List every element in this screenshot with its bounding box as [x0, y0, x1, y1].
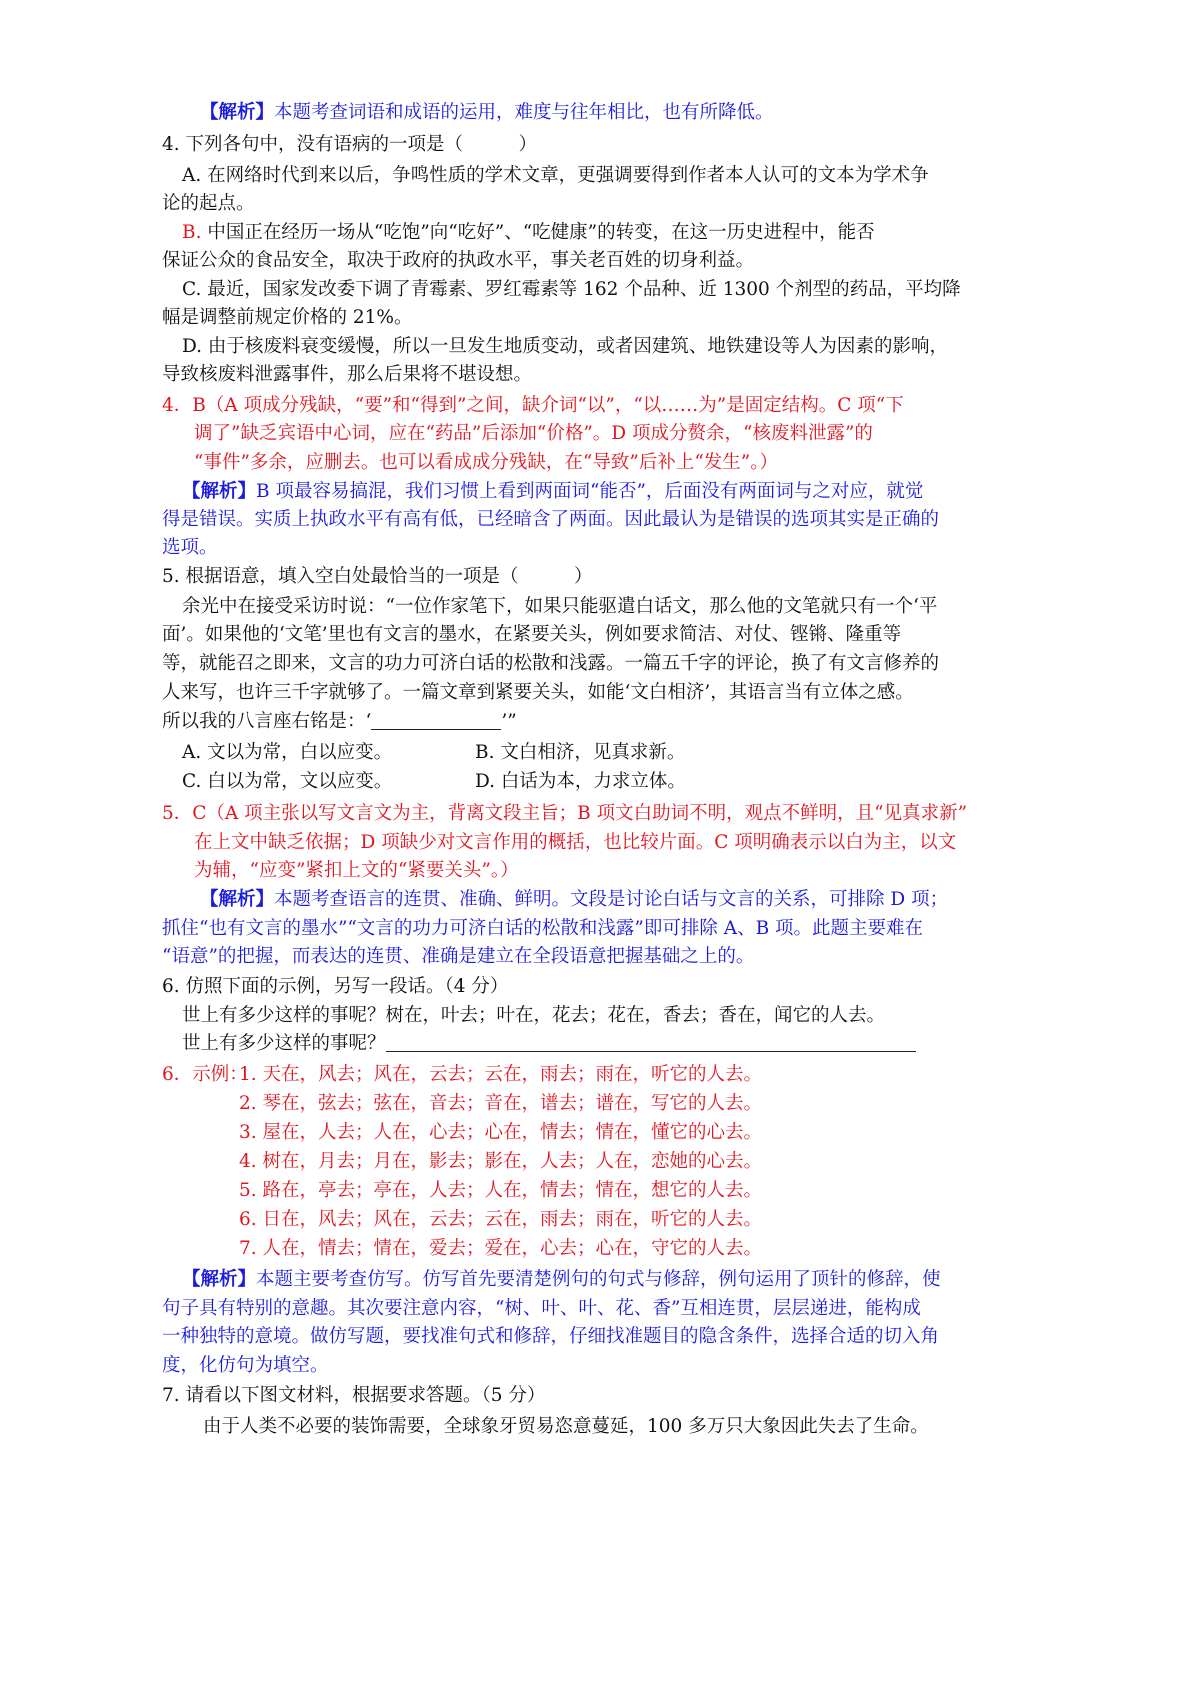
q5-option-d: D. 白话为本，力求立体。 [475, 771, 686, 792]
q5-passage-line4: 人来写，也许三千字就够了。一篇文章到紧要关头，如能‘文白相济’，其语言当有立体之感。 [162, 682, 914, 703]
q4-answer-line3: “事件”多余，应删去。也可以看成成分残缺，在“导致”后补上“发生”。） [194, 452, 778, 473]
q4-option-a-line1: A. 在网络时代到来以后，争鸣性质的学术文章，更强调要得到作者本人认可的文本为学术争 [182, 165, 929, 186]
q5-answer-blank [371, 709, 501, 730]
q6-answer-6: 6. 日在，风去；风在，云去；云在，雨去；雨在，听它的人去。 [239, 1209, 763, 1230]
analysis-text: B 项最容易搞混，我们习惯上看到两面词“能否”，后面没有两面词与之对应，就觉 [256, 481, 924, 502]
analysis-tag: 【解析】 [182, 481, 257, 502]
q4-option-d-line2: 导致核废料泄露事件，那么后果将不堪设想。 [162, 364, 533, 385]
q6-answer-label: 6．示例： [162, 1064, 248, 1085]
analysis-text: 本题考查词语和成语的运用，难度与往年相比，也有所降低。 [274, 102, 774, 123]
analysis-tag: 【解析】 [200, 889, 275, 910]
analysis-tag: 【解析】 [182, 1269, 257, 1290]
q4-option-b-text: 中国正在经历一场从“吃饱”向“吃好”、“吃健康”的转变，在这一历史进程中，能否 [207, 222, 875, 243]
q4-option-d-line1: D. 由于核废料衰变缓慢，所以一旦发生地质变动，或者因建筑、地铁建设等人为因素的影响， [182, 336, 948, 357]
question-7-stem: 7. 请看以下图文材料，根据要求答题。（5 分） [162, 1385, 546, 1406]
question-5-stem: 5. 根据语意，填入空白处最恰当的一项是（ ） [162, 566, 593, 587]
q5-answer-line1: 5．C（A 项主张以写文言文为主，背离文段主旨；B 项文白助词不明，观点不鲜明，且“见真求新” [162, 803, 968, 824]
q5-analysis-line1 [200, 886, 948, 914]
q6-analysis-line1 [182, 1266, 941, 1294]
q4-option-c-line2: 幅是调整前规定价格的 21%。 [162, 307, 413, 328]
q6-example: 世上有多少这样的事呢？树在，叶去；叶在，花去；花在，香去；香在，闻它的人去。 [182, 1005, 886, 1026]
q5-passage-line1: 余光中在接受采访时说：“一位作家笔下，如果只能驱遣白话文，那么他的文笔就只有一个‘平 [182, 596, 938, 617]
q4-option-a-line2: 论的起点。 [162, 193, 255, 214]
q5-motto-suffix: ’” [501, 711, 517, 732]
q5-analysis-line3: “语意”的把握，而表达的连贯、准确是建立在全段语意把握基础之上的。 [162, 946, 755, 967]
q6-analysis-line4: 度，化仿句为填空。 [162, 1355, 329, 1376]
q4-option-b-line1 [182, 219, 875, 247]
q6-prompt-text: 世上有多少这样的事呢？ [182, 1033, 386, 1054]
q5-answer-line3: 为辅，“应变”紧扣上文的“紧要关头”。） [194, 860, 519, 881]
question-6-stem: 6. 仿照下面的示例，另写一段话。（4 分） [162, 976, 509, 997]
q4-option-c-line1: C. 最近，国家发改委下调了青霉素、罗红霉素等 162 个品种、近 1300 个剂型的药品，平均降 [182, 279, 961, 300]
q6-answer-2: 2. 琴在，弦去；弦在，音去；音在，谱去；谱在，写它的人去。 [239, 1093, 763, 1114]
q6-analysis-line3: 一种独特的意境。做仿写题，要找准句式和修辞，仔细找准题目的隐含条件，选择合适的切入角 [162, 1326, 940, 1347]
q6-answer-4: 4. 树在，月去；月在，影去；影在，人去；人在，恋她的心去。 [239, 1151, 763, 1172]
q5-passage-line2: 面’。如果他的‘文笔’里也有文言的墨水，在紧要关头，例如要求简洁、对仗、铿锵、隆重等 [162, 624, 902, 645]
q5-answer-line2: 在上文中缺乏依据；D 项缺少对文言作用的概括，也比较片面。C 项明确表示以白为主，以文 [194, 832, 957, 853]
q6-answer-5: 5. 路在，亭去；亭在，人去；人在，情去；情在，想它的人去。 [239, 1180, 763, 1201]
q5-passage-line5 [162, 708, 517, 736]
q4-answer-line1: 4．B（A 项成分残缺，“要”和“得到”之间，缺介词“以”，“以……为”是固定结构。C 项“下 [162, 395, 904, 416]
question-4-stem: 4. 下列各句中，没有语病的一项是（ ） [162, 134, 538, 155]
q5-option-b: B. 文白相济，见真求新。 [475, 742, 686, 763]
q5-analysis-line2: 抓住“也有文言的墨水”“文言的功力可济白话的松散和浅露”即可排除 A、B 项。此题主要难在 [162, 918, 924, 939]
q6-analysis-line2: 句子具有特别的意趣。其次要注意内容，“树、叶、叶、花、香”互相连贯，层层递进，能构成 [162, 1298, 921, 1319]
analysis-tag: 【解析】 [200, 102, 275, 123]
q7-material-line1: 由于人类不必要的装饰需要，全球象牙贸易恣意蔓延，100 多万只大象因此失去了生命。 [203, 1416, 929, 1437]
q4-analysis-line2: 得是错误。实质上执政水平有高有低，已经暗含了两面。因此最认为是错误的选项其实是正确的 [162, 509, 940, 530]
analysis-text: 本题考查语言的连贯、准确、鲜明。文段是讨论白话与文言的关系，可排除 D 项； [274, 889, 949, 910]
q6-prompt [182, 1030, 916, 1058]
q6-answer-1: 1. 天在，风去；风在，云去；云在，雨去；雨在，听它的人去。 [239, 1064, 763, 1085]
q3-analysis [200, 99, 774, 127]
q4-analysis-line1 [182, 478, 923, 506]
q5-motto-prefix: 所以我的八言座右铭是：‘ [162, 711, 372, 732]
q6-answer-blank [386, 1031, 916, 1052]
q4-analysis-line3: 选项。 [162, 537, 218, 558]
q4-option-b-line2: 保证公众的食品安全，取决于政府的执政水平，事关老百姓的切身利益。 [162, 250, 755, 271]
q6-answer-7: 7. 人在，情去；情在，爱去；爱在，心去；心在，守它的人去。 [239, 1238, 763, 1259]
q4-answer-line2: 调了”缺乏宾语中心词，应在“药品”后添加“价格”。D 项成分赘余，“核废料泄露”的 [194, 423, 873, 444]
q5-passage-line3: 等，就能召之即来，文言的功力可济白话的松散和浅露。一篇五千字的评论，换了有文言修养的 [162, 653, 940, 674]
analysis-text: 本题主要考查仿写。仿写首先要清楚例句的句式与修辞，例句运用了顶针的修辞，使 [256, 1269, 941, 1290]
q6-answer-3: 3. 屋在，人去；人在，心去；心在，情去；情在，懂它的心去。 [239, 1122, 763, 1143]
q5-option-a: A. 文以为常，白以应变。 [182, 742, 393, 763]
q4-correct-letter: B. [182, 222, 202, 243]
q5-option-c: C. 白以为常，文以应变。 [182, 771, 393, 792]
